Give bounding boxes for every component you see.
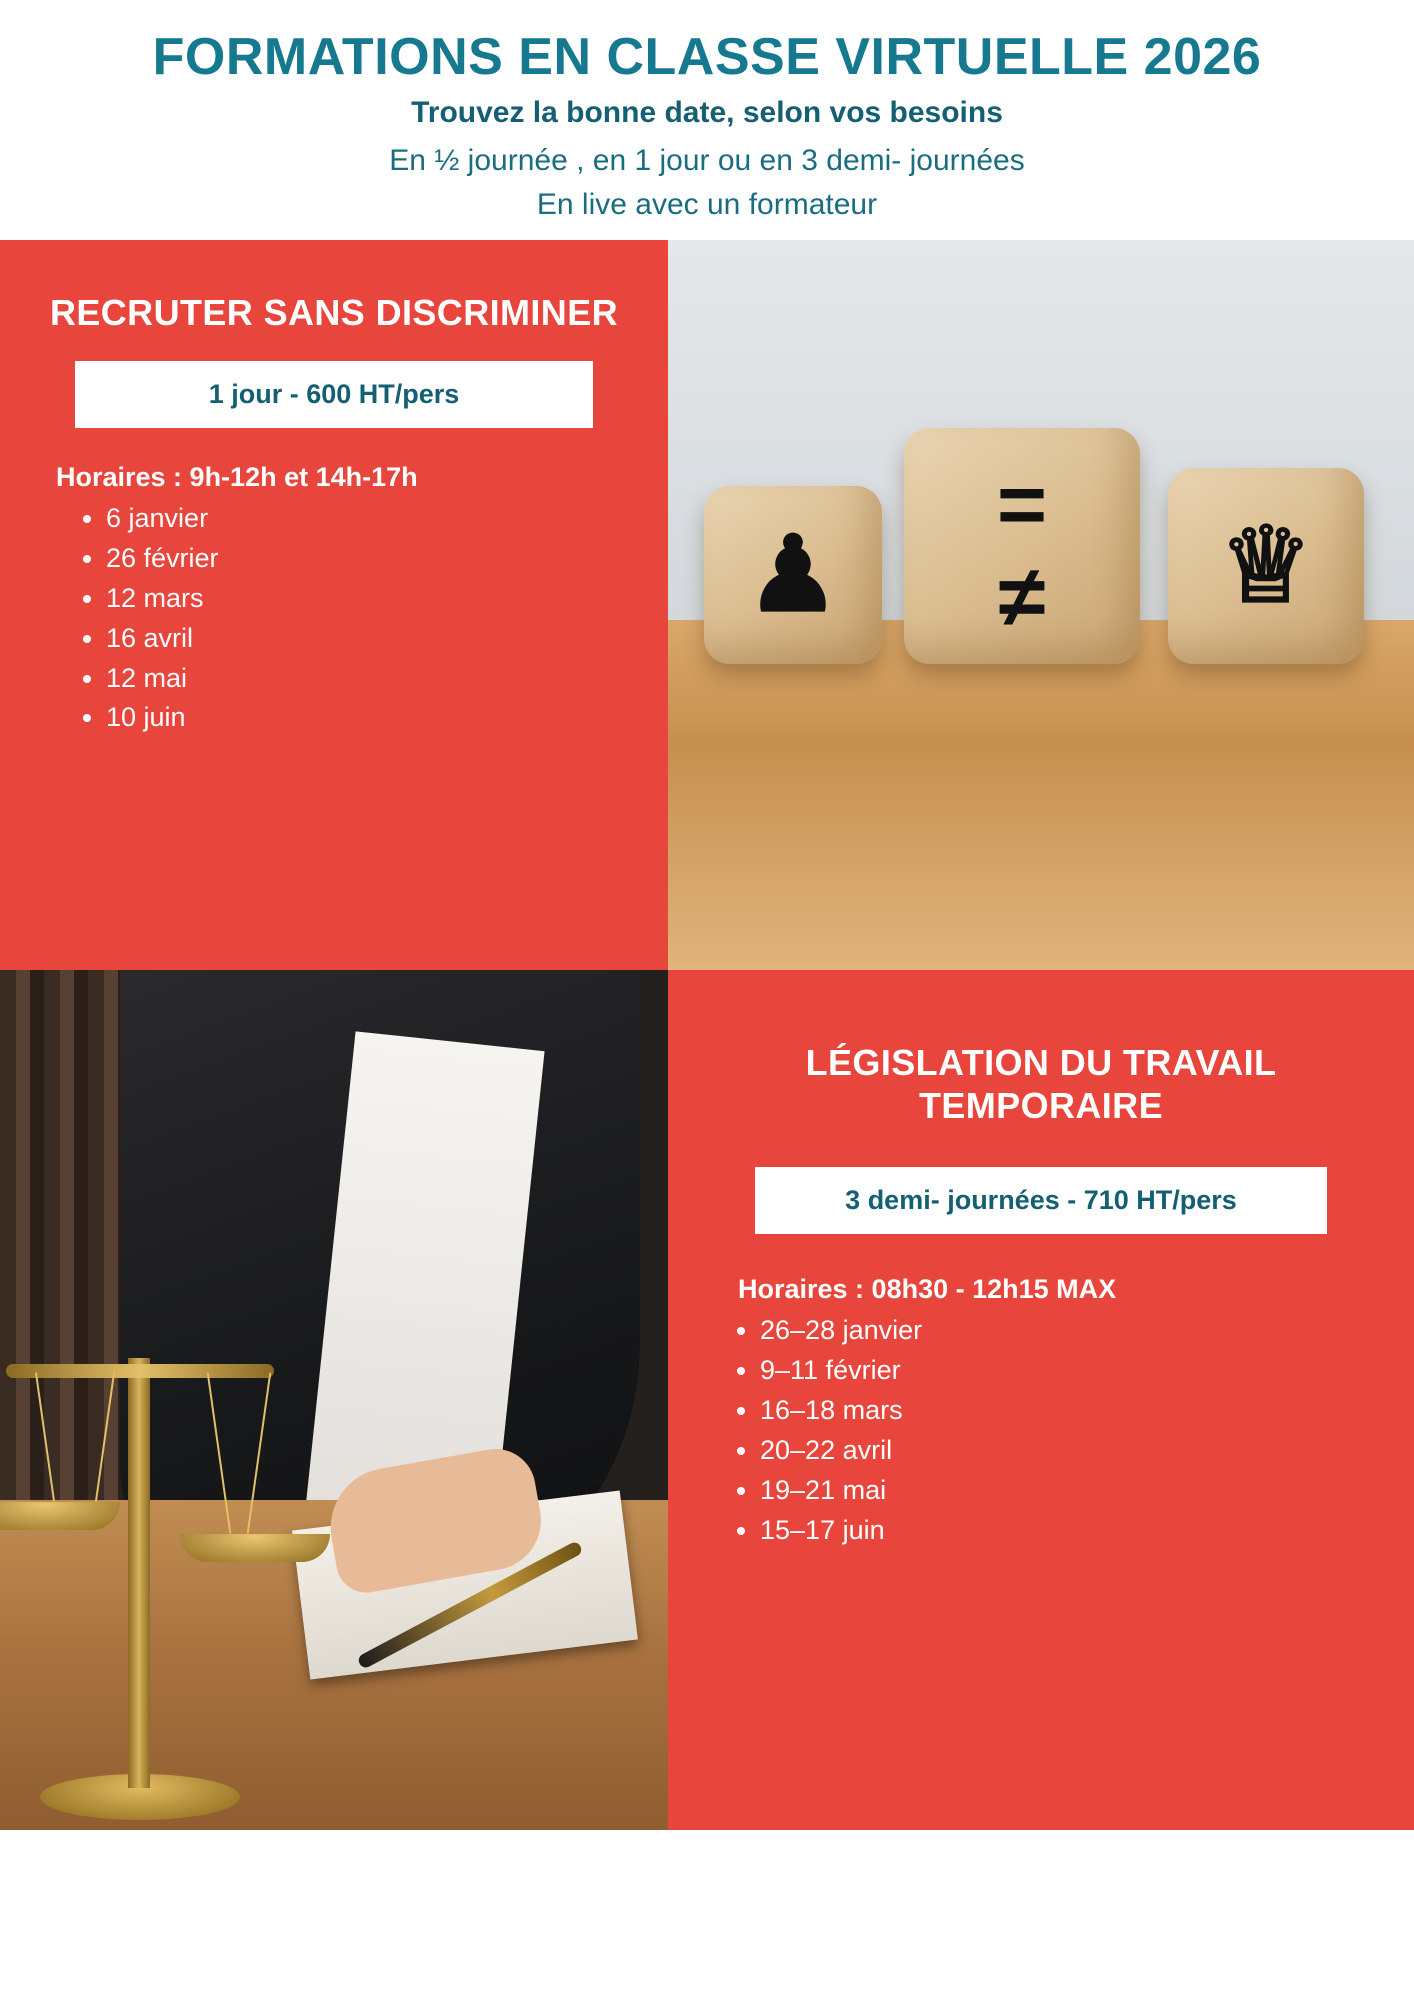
list-item: • 12 mars — [106, 579, 620, 619]
equals-icon: = — [996, 457, 1048, 554]
scales-beam — [6, 1364, 274, 1378]
woman-icon: ♕ — [1219, 508, 1313, 625]
hours-label: Horaires : 9h-12h et 14h-17h — [56, 461, 418, 492]
not-equals-icon: ≠ — [998, 549, 1046, 646]
list-item: • 16–18 mars — [760, 1391, 1380, 1431]
list-item: • 10 juin — [106, 698, 620, 738]
card-title: LÉGISLATION DU TRAVAIL TEMPORAIRE — [805, 1042, 1277, 1126]
price-badge: 3 demi- journées - 710 HT/pers — [755, 1167, 1327, 1234]
card-title: RECRUTER SANS DISCRIMINER — [49, 292, 619, 334]
price-badge: 1 jour - 600 HT/pers — [75, 361, 593, 428]
card-row-1 — [0, 240, 1414, 970]
list-item: • 9–11 février — [760, 1351, 1380, 1391]
list-item: • 16 avril — [106, 619, 620, 659]
person-icon: ♟ — [746, 517, 840, 634]
poster-header — [0, 0, 1414, 240]
card-legislation-travail-temporaire — [668, 970, 1414, 1830]
wooden-dice-equality-image — [668, 240, 1414, 970]
header-line-formats: En ½ journée , en 1 jour ou en 3 demi- journées — [389, 144, 1025, 178]
list-item: • 19–21 mai — [760, 1471, 1380, 1511]
cards-grid — [0, 240, 1414, 2000]
dates-list — [702, 1311, 1380, 1551]
list-item: • 26 février — [106, 539, 620, 579]
list-item: • 26–28 janvier — [760, 1311, 1380, 1351]
hours-label: Horaires : 08h30 - 12h15 MAX — [738, 1274, 1117, 1305]
die-person — [704, 486, 882, 664]
scales-pan-left — [0, 1502, 120, 1530]
list-item: • 20–22 avril — [760, 1431, 1380, 1471]
header-line-live: En live avec un formateur — [536, 188, 878, 222]
list-item: • 15–17 juin — [760, 1511, 1380, 1551]
card-row-2 — [0, 970, 1414, 1830]
die-equality — [904, 428, 1140, 664]
justice-scales-lawyer-image — [0, 970, 668, 1830]
header-subtitle: Trouvez la bonne date, selon vos besoins — [411, 96, 1003, 130]
image-background-floor — [668, 620, 1414, 970]
dates-list — [48, 499, 620, 739]
card-recruter-sans-discriminer — [0, 240, 668, 970]
scales-pan-right — [180, 1534, 330, 1562]
die-woman — [1168, 468, 1364, 664]
scales-stand — [128, 1358, 150, 1788]
list-item: • 6 janvier — [106, 499, 620, 539]
list-item: • 12 mai — [106, 659, 620, 699]
page-title: FORMATIONS EN CLASSE VIRTUELLE 2026 — [152, 28, 1262, 86]
